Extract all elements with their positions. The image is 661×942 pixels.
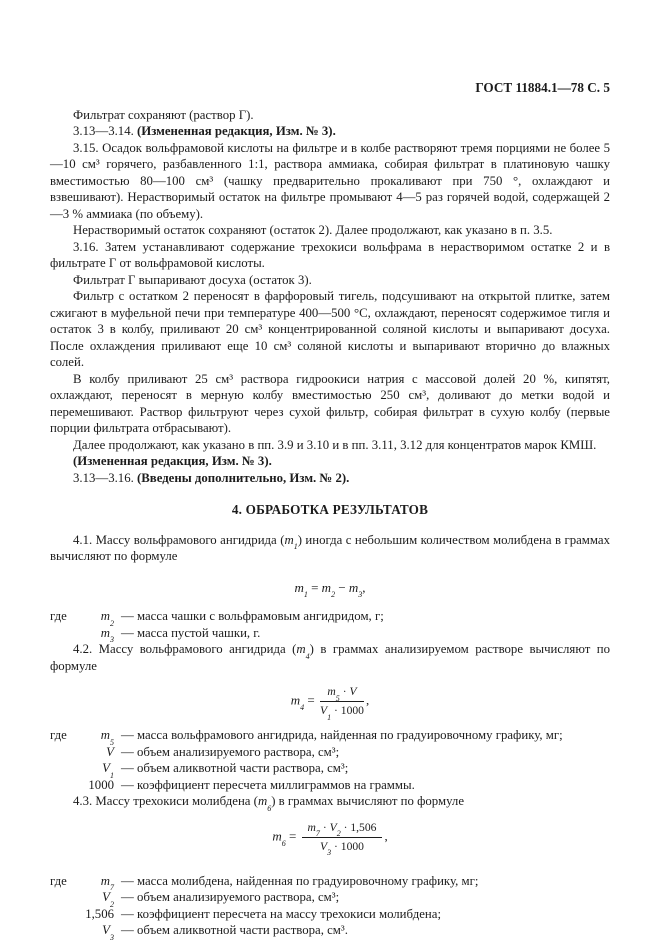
- deflist-definition: — объем аликвотной части раствора, см³;: [121, 761, 349, 775]
- paragraph-amendment-313-314: [50, 123, 610, 140]
- fraction-denominator: [320, 702, 364, 722]
- variable-subscript: 2: [331, 590, 336, 600]
- definition-row: [50, 873, 610, 893]
- paragraph-sodium-hydroxide: В колбу приливают 25 см³ раствора гидроокиси натрия с массовой долей 20 %, кипятят, охлаждают, переносят в мерную колбу вместимостью 250 см³, доливают до метки водой и перемешивают. Раствор фильтруют через сухой фильтр, собирая фильтрат в сухую колбу (первые порции фильтрата отбрасывают).: [50, 371, 610, 435]
- variable-subscript: 7: [110, 883, 114, 893]
- clause-text: 4.1. Массу вольфрамового ангидрида (: [73, 532, 285, 547]
- definition-row: [50, 906, 610, 923]
- amendment-note: (Измененная редакция, Изм. № 3).: [136, 124, 336, 138]
- variable-subscript: 5: [335, 693, 340, 703]
- deflist-definition: — масса чашки с вольфрамовым ангидридом, г;: [121, 609, 384, 623]
- variable-m4: m: [296, 642, 306, 656]
- variable-subscript: 6: [267, 803, 272, 813]
- variable-subscript: 1: [303, 590, 308, 600]
- definition-list-2: [50, 727, 610, 793]
- variable: m: [327, 685, 336, 698]
- formula-term: m: [321, 579, 332, 595]
- variable-m1: m: [284, 532, 294, 547]
- deflist-term: [76, 873, 114, 893]
- variable: m: [100, 728, 110, 742]
- section-heading-results: 4. ОБРАБОТКА РЕЗУЛЬТАТОВ: [231, 502, 429, 517]
- definition-row: [50, 922, 610, 942]
- deflist-definition: — объем анализируемого раствора, см³;: [121, 744, 340, 759]
- variable-m6: m: [257, 794, 268, 808]
- variable-subscript: 1: [110, 770, 114, 780]
- term-plain: 1000: [88, 777, 114, 792]
- definition-row: [50, 744, 610, 761]
- fraction-numerator: [302, 821, 383, 838]
- definition-row: [50, 760, 610, 780]
- variable: V: [102, 890, 110, 904]
- paragraph-filtrate-evaporate: Фильтрат Г выпаривают досуха (остаток 3).: [73, 272, 312, 287]
- variable-subscript: 2: [110, 899, 114, 909]
- fraction-numerator: [320, 685, 364, 702]
- deflist-definition: — масса вольфрамового ангидрида, найденная по градуировочному графику, мг;: [121, 728, 563, 742]
- definition-row: [50, 608, 610, 628]
- variable-subscript: 3: [358, 590, 363, 600]
- variable-subscript: 3: [110, 635, 114, 645]
- variable: m: [307, 820, 316, 834]
- constant: · 1,506: [340, 820, 377, 834]
- definition-list-3: [50, 873, 610, 942]
- variable-subscript: 1: [293, 542, 298, 552]
- variable-subscript: 7: [315, 829, 320, 839]
- equals-sign: =: [285, 827, 300, 843]
- clause-text: 4.2. Массу вольфрамового ангидрида (: [73, 642, 297, 656]
- variable: V: [106, 744, 114, 759]
- variable: V: [102, 761, 110, 775]
- variable: m: [100, 873, 110, 888]
- formula-lhs: m: [290, 692, 301, 708]
- deflist-lead: где: [50, 873, 67, 888]
- paragraph-4-3: [50, 793, 610, 813]
- deflist-lead: где: [50, 728, 67, 742]
- paragraph-4-2: [50, 641, 610, 674]
- deflist-term: [76, 625, 114, 645]
- variable-subscript: 6: [281, 838, 286, 848]
- page-header: ГОСТ 11884.1—78 С. 5: [475, 80, 610, 95]
- deflist-term: [76, 889, 114, 909]
- equals-sign: =: [304, 692, 319, 708]
- variable-subscript: 1: [327, 712, 332, 722]
- formula-m6: [50, 820, 610, 858]
- deflist-definition: — коэффициент пересчета на массу трехокиси молибдена;: [121, 906, 441, 921]
- clause-number: 3.13—3.14.: [73, 124, 137, 138]
- deflist-definition: — коэффициент пересчета миллиграммов на граммы.: [121, 777, 415, 792]
- paragraph-3-15: 3.15. Осадок вольфрамовой кислоты на фильтре и в колбе растворяют тремя порциями не более 5—10 см³ горячего, разбавленного 1:1, раствора аммиака, собирая фильтрат в платиновую чашку вместимостью 80—100 см³ (чашку предварительно прокаливают при 750 °, охлаждают и взвешивают). Нерастворимый остаток на фильтре промывают 4—5 раз горячей водой, содержащей 2—3 % аммиака (по объему).: [50, 140, 610, 221]
- variable: V: [320, 704, 328, 717]
- variable-subscript: 4: [305, 651, 310, 661]
- paragraph-amendment-note-3: [50, 453, 610, 470]
- variable-subscript: 3: [110, 932, 114, 942]
- definition-row: [50, 625, 610, 645]
- punctuation: ,: [384, 827, 388, 843]
- clause-number: 3.13—3.16.: [73, 470, 137, 485]
- definition-row: [50, 889, 610, 909]
- paragraph-continue-kmsh: Далее продолжают, как указано в пп. 3.9 и 3.10 и в пп. 3.11, 3.12 для концентратов марок КМШ.: [73, 437, 597, 452]
- deflist-definition: — масса пустой чашки, г.: [121, 625, 261, 640]
- clause-text: ) иногда с небольшим количеством молибдена в граммах вычисляют по формуле: [50, 532, 610, 563]
- deflist-definition: — масса молибдена, найденная по градуировочному графику, мг;: [121, 873, 479, 888]
- formula-term: m: [348, 579, 359, 595]
- deflist-term: [76, 744, 114, 761]
- deflist-term: [76, 727, 114, 747]
- term-plain: 1,506: [85, 906, 114, 921]
- variable-subscript: 5: [110, 737, 114, 747]
- deflist-definition: — объем анализируемого раствора, см³;: [121, 890, 340, 904]
- fraction: [302, 820, 383, 858]
- variable-subscript: 2: [110, 618, 114, 628]
- formula-m1: [50, 579, 610, 600]
- formula-lhs: m: [294, 579, 304, 595]
- definition-list-1: [50, 608, 610, 645]
- paragraph-filtrate-save: Фильтрат сохраняют (раствор Г).: [73, 107, 254, 122]
- deflist-definition: — объем аликвотной части раствора, см³.: [121, 923, 348, 937]
- fraction-denominator: [302, 838, 383, 858]
- clause-text: ) в граммах анализируемом растворе вычисляют по формуле: [50, 642, 610, 673]
- clause-text: 4.3. Массу трехокиси молибдена (: [73, 794, 258, 808]
- deflist-term: [76, 760, 114, 780]
- definition-row: [50, 727, 610, 747]
- variable-subscript: 2: [336, 829, 341, 839]
- constant: · 1000: [331, 704, 364, 717]
- multiply-sign: ·: [319, 820, 330, 834]
- deflist-term: [76, 777, 114, 794]
- amendment-note: (Измененная редакция, Изм. № 3).: [73, 454, 272, 468]
- punctuation: ,: [365, 692, 370, 708]
- variable: V: [349, 685, 357, 698]
- paragraph-3-16: 3.16. Затем устанавливают содержание трехокиси вольфрама в нерастворимом остатке 2 и в фильтрате Г от вольфрамовой кислоты.: [50, 239, 610, 270]
- variable: V: [329, 820, 337, 834]
- deflist-term: [76, 906, 114, 923]
- multiply-sign: ·: [339, 685, 350, 698]
- variable: m: [100, 625, 110, 640]
- definition-row: [50, 777, 610, 794]
- deflist-term: [76, 922, 114, 942]
- fraction: [320, 685, 364, 722]
- deflist-term: [76, 608, 114, 628]
- paragraph-filter-crucible: Фильтр с остатком 2 переносят в фарфоровый тигель, подсушивают на открытой плитке, затем сжигают в муфельной печи при температуре 400—500 °С, охлаждают, переносят содержимое тигля и остаток 3 в колбу, приливают 20 см³ концентрированной соляной кислоты и выпаривают досуха. После охлаждения приливают еще 10 см³ соляной кислоты и выпаривают вторично до влажных солей.: [50, 289, 610, 369]
- deflist-lead: где: [50, 609, 67, 623]
- variable: V: [320, 839, 328, 853]
- paragraph-amendment-313-316: [50, 470, 610, 487]
- minus-sign: −: [335, 579, 349, 595]
- clause-text: ) в граммах вычисляют по формуле: [271, 794, 465, 808]
- variable-subscript: 4: [300, 703, 305, 713]
- variable: V: [102, 923, 110, 937]
- punctuation: ,: [362, 579, 366, 595]
- amendment-note: (Введены дополнительно, Изм. № 2).: [136, 470, 350, 485]
- equals-sign: =: [307, 579, 322, 595]
- variable-subscript: 3: [327, 848, 332, 858]
- formula-lhs: m: [272, 827, 282, 843]
- variable: m: [100, 609, 110, 623]
- constant: · 1000: [331, 839, 364, 853]
- formula-m4: [50, 685, 610, 722]
- paragraph-residue-2: Нерастворимый остаток сохраняют (остаток 2). Далее продолжают, как указано в п. 3.5.: [73, 223, 553, 237]
- paragraph-4-1: [50, 532, 610, 565]
